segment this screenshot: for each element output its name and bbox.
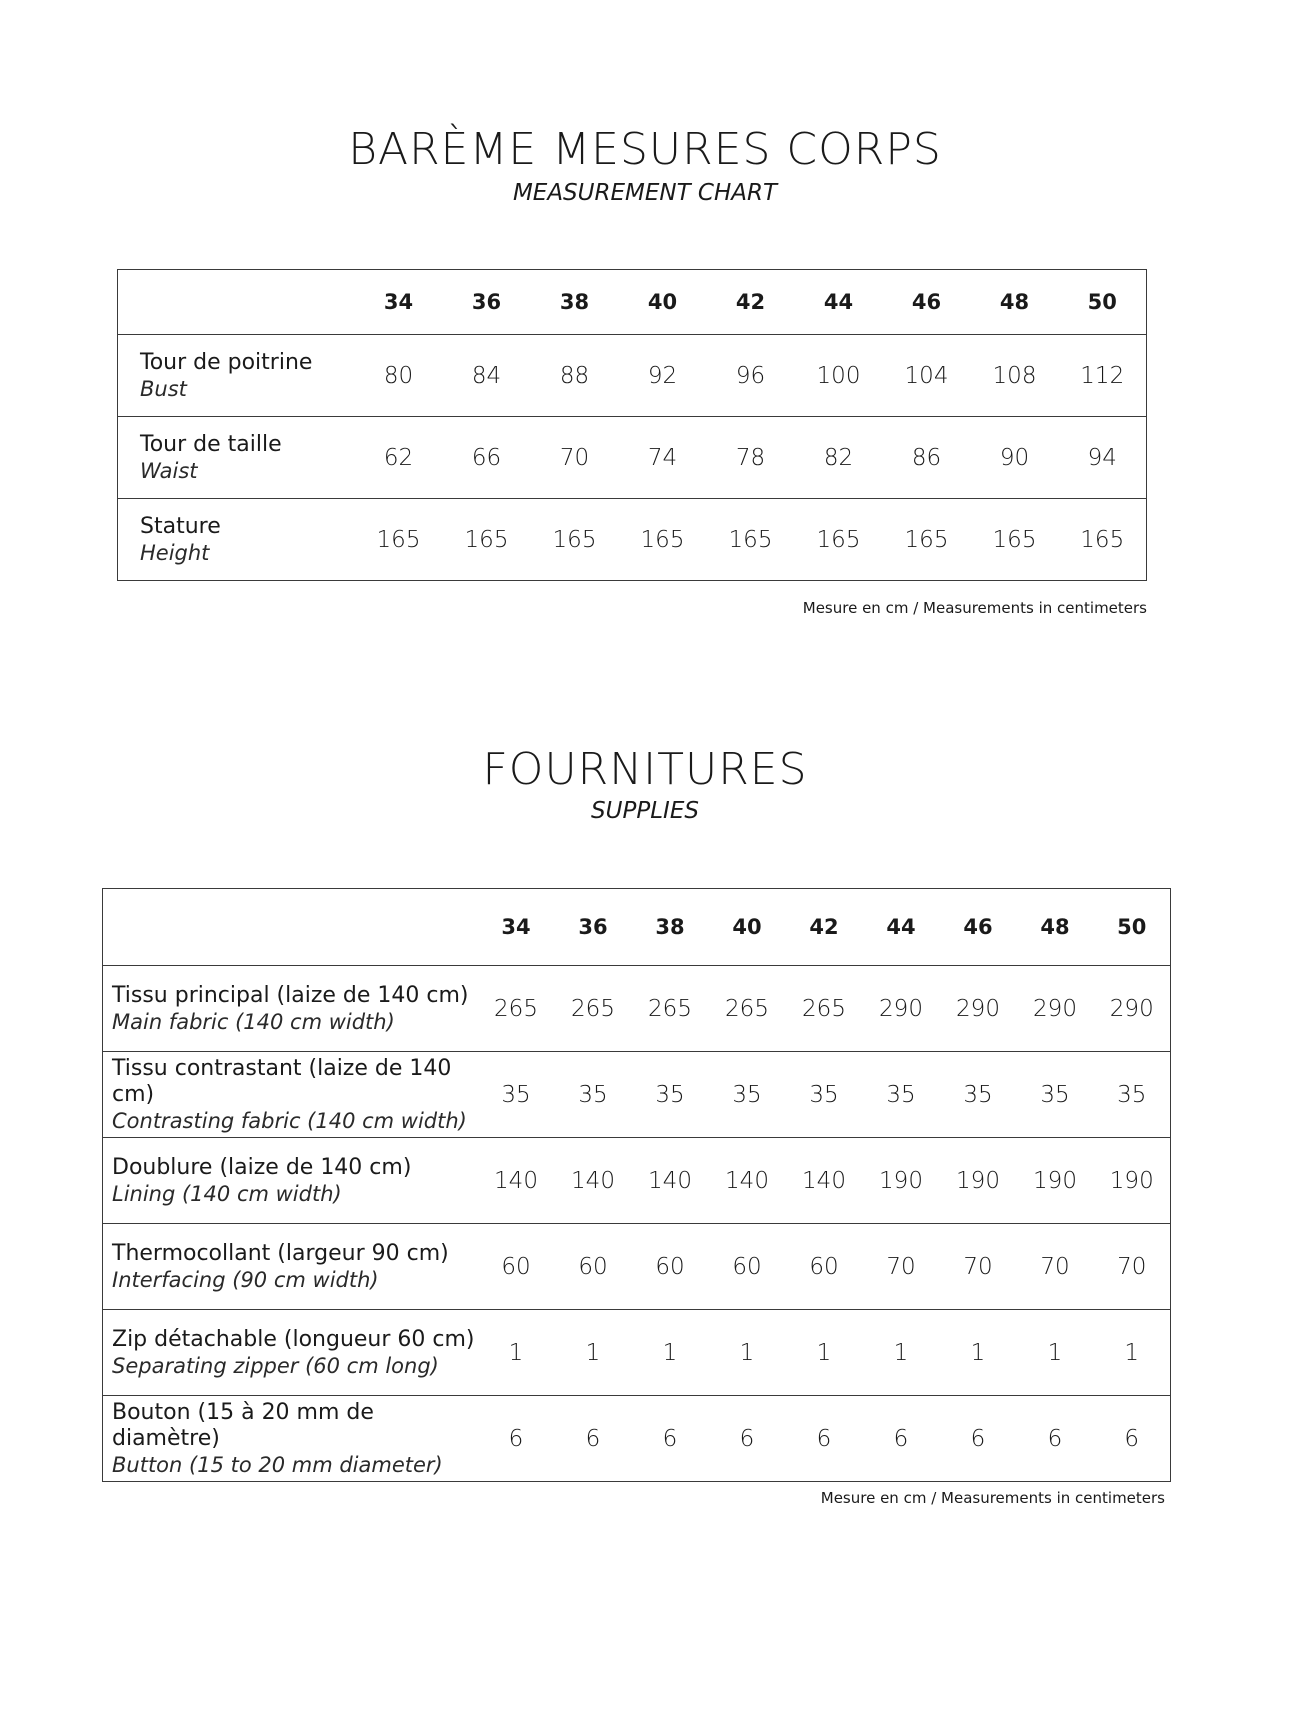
value-cell: 35 — [940, 1052, 1017, 1138]
value-cell: 66 — [443, 417, 531, 499]
value-cell: 70 — [1094, 1224, 1171, 1310]
value-cell: 265 — [571, 995, 615, 1022]
value-cell: 70 — [1017, 1224, 1094, 1310]
size-header: 46 — [883, 270, 971, 335]
value-cell: 82 — [795, 417, 883, 499]
size-header: 36 — [443, 270, 531, 335]
size-header: 48 — [971, 270, 1059, 335]
row-label-fr: Zip détachable (longueur 60 cm) — [112, 1326, 475, 1352]
value-cell: 265 — [725, 995, 769, 1022]
row-label-fr: Stature — [140, 513, 221, 539]
measurement-header-row — [118, 270, 1147, 335]
size-header: 34 — [355, 270, 443, 335]
row-label — [103, 1224, 478, 1310]
value-cell: 1 — [709, 1310, 786, 1396]
row-label — [103, 1138, 478, 1224]
value-cell: 290 — [879, 995, 923, 1022]
row-label-en: Waist — [140, 458, 198, 483]
value-cell: 60 — [786, 1224, 863, 1310]
value-cell: 165 — [531, 499, 619, 581]
measurement-unit-note: Mesure en cm / Measurements in centimeters — [802, 599, 1147, 617]
value-cell: 165 — [795, 499, 883, 581]
value-cell: 165 — [883, 499, 971, 581]
size-header: 36 — [555, 889, 632, 966]
size-header: 44 — [795, 270, 883, 335]
size-header: 34 — [478, 889, 555, 966]
value-cell: 165 — [355, 499, 443, 581]
size-header: 40 — [619, 270, 707, 335]
size-header: 42 — [786, 889, 863, 966]
row-label-fr: Tour de poitrine — [140, 349, 313, 375]
value-cell: 35 — [1017, 1052, 1094, 1138]
measurement-row-height — [118, 499, 1147, 581]
measurement-row-waist — [118, 417, 1147, 499]
value-cell: 104 — [904, 362, 949, 389]
value-cell: 265 — [648, 995, 692, 1022]
value-cell: 35 — [632, 1052, 709, 1138]
value-cell: 290 — [956, 995, 1000, 1022]
value-cell: 100 — [816, 362, 861, 389]
value-cell: 1 — [863, 1310, 940, 1396]
value-cell: 140 — [555, 1138, 632, 1224]
measurement-row-bust — [118, 335, 1147, 417]
value-cell: 70 — [940, 1224, 1017, 1310]
row-label-fr: Doublure (laize de 140 cm) — [112, 1154, 412, 1180]
value-cell: 80 — [383, 362, 414, 389]
row-label-en: Separating zipper (60 cm long) — [112, 1353, 439, 1378]
row-label — [118, 499, 355, 581]
supplies-header-row — [103, 889, 1171, 966]
value-cell: 1 — [1094, 1310, 1171, 1396]
value-cell: 35 — [1094, 1052, 1171, 1138]
row-label-en: Lining (140 cm width) — [112, 1181, 342, 1206]
value-cell: 96 — [735, 362, 766, 389]
value-cell: 1 — [555, 1310, 632, 1396]
supplies-title: FOURNITURES — [482, 744, 808, 795]
value-cell: 190 — [863, 1138, 940, 1224]
value-cell: 6 — [709, 1396, 786, 1482]
value-cell: 35 — [555, 1052, 632, 1138]
value-cell: 1 — [786, 1310, 863, 1396]
row-label-en: Button (15 to 20 mm diameter) — [112, 1452, 443, 1477]
row-label-en: Bust — [140, 376, 187, 401]
value-cell: 190 — [940, 1138, 1017, 1224]
value-cell: 190 — [1094, 1138, 1171, 1224]
value-cell: 165 — [443, 499, 531, 581]
supplies-row-zipper — [103, 1310, 1171, 1396]
size-header: 50 — [1059, 270, 1147, 335]
row-label-en: Interfacing (90 cm width) — [112, 1267, 379, 1292]
value-cell: 165 — [1059, 499, 1147, 581]
value-cell: 35 — [478, 1052, 555, 1138]
value-cell: 60 — [709, 1224, 786, 1310]
value-cell: 140 — [709, 1138, 786, 1224]
value-cell: 265 — [802, 995, 846, 1022]
size-header: 40 — [709, 889, 786, 966]
row-label-fr: Tour de taille — [140, 431, 282, 457]
row-label-fr: Tissu principal (laize de 140 cm) — [112, 982, 469, 1008]
value-cell: 6 — [632, 1396, 709, 1482]
row-label — [103, 1052, 478, 1138]
value-cell: 62 — [355, 417, 443, 499]
value-cell: 70 — [531, 417, 619, 499]
value-cell: 165 — [707, 499, 795, 581]
value-cell: 6 — [478, 1396, 555, 1482]
value-cell: 86 — [883, 417, 971, 499]
value-cell: 92 — [647, 362, 678, 389]
value-cell: 6 — [940, 1396, 1017, 1482]
supplies-row-button — [103, 1396, 1171, 1482]
supplies-table — [102, 888, 1171, 1482]
value-cell: 140 — [632, 1138, 709, 1224]
value-cell: 35 — [863, 1052, 940, 1138]
value-cell: 6 — [863, 1396, 940, 1482]
row-label-fr: Bouton (15 à 20 mm de diamètre) — [112, 1399, 374, 1451]
value-cell: 70 — [863, 1224, 940, 1310]
value-cell: 140 — [786, 1138, 863, 1224]
value-cell: 140 — [478, 1138, 555, 1224]
value-cell: 35 — [786, 1052, 863, 1138]
supplies-subtitle: SUPPLIES — [591, 798, 699, 824]
measurement-chart-title: BARÈME MESURES CORPS — [348, 124, 942, 175]
value-cell: 112 — [1080, 362, 1125, 389]
supplies-row-contrasting-fabric — [103, 1052, 1171, 1138]
supplies-row-interfacing — [103, 1224, 1171, 1310]
value-cell: 108 — [992, 362, 1037, 389]
value-cell: 165 — [971, 499, 1059, 581]
value-cell: 84 — [471, 362, 502, 389]
row-label-en: Main fabric (140 cm width) — [112, 1009, 395, 1034]
size-header: 38 — [531, 270, 619, 335]
size-header: 48 — [1017, 889, 1094, 966]
header-corner-cell — [118, 270, 355, 335]
size-header: 42 — [707, 270, 795, 335]
row-label — [118, 417, 355, 499]
value-cell: 265 — [494, 995, 538, 1022]
value-cell: 165 — [619, 499, 707, 581]
measurement-table — [117, 269, 1147, 581]
row-label-fr: Tissu contrastant (laize de 140 cm) — [112, 1055, 452, 1107]
row-label-en: Contrasting fabric (140 cm width) — [112, 1108, 467, 1133]
value-cell: 94 — [1059, 417, 1147, 499]
size-header: 50 — [1094, 889, 1171, 966]
value-cell: 190 — [1017, 1138, 1094, 1224]
row-label — [103, 1310, 478, 1396]
value-cell: 6 — [555, 1396, 632, 1482]
value-cell: 60 — [478, 1224, 555, 1310]
value-cell: 74 — [619, 417, 707, 499]
value-cell: 1 — [1017, 1310, 1094, 1396]
value-cell: 290 — [1109, 995, 1154, 1022]
supplies-row-lining — [103, 1138, 1171, 1224]
size-header: 46 — [940, 889, 1017, 966]
value-cell: 1 — [478, 1310, 555, 1396]
header-corner-cell — [103, 889, 478, 966]
size-header: 44 — [863, 889, 940, 966]
value-cell: 1 — [632, 1310, 709, 1396]
row-label-en: Height — [140, 540, 210, 565]
value-cell: 6 — [1017, 1396, 1094, 1482]
row-label — [103, 1396, 478, 1482]
measurement-chart-subtitle: MEASUREMENT CHART — [512, 180, 778, 206]
value-cell: 78 — [707, 417, 795, 499]
row-label — [118, 335, 355, 417]
value-cell: 60 — [632, 1224, 709, 1310]
value-cell: 1 — [940, 1310, 1017, 1396]
row-label — [103, 966, 478, 1052]
supplies-unit-note: Mesure en cm / Measurements in centimeters — [820, 1489, 1165, 1507]
value-cell: 290 — [1033, 995, 1077, 1022]
value-cell: 6 — [786, 1396, 863, 1482]
supplies-row-main-fabric — [103, 966, 1171, 1052]
size-header: 38 — [632, 889, 709, 966]
value-cell: 90 — [971, 417, 1059, 499]
value-cell: 6 — [1094, 1396, 1171, 1482]
value-cell: 35 — [709, 1052, 786, 1138]
value-cell: 88 — [559, 362, 590, 389]
row-label-fr: Thermocollant (largeur 90 cm) — [112, 1240, 449, 1266]
value-cell: 60 — [555, 1224, 632, 1310]
